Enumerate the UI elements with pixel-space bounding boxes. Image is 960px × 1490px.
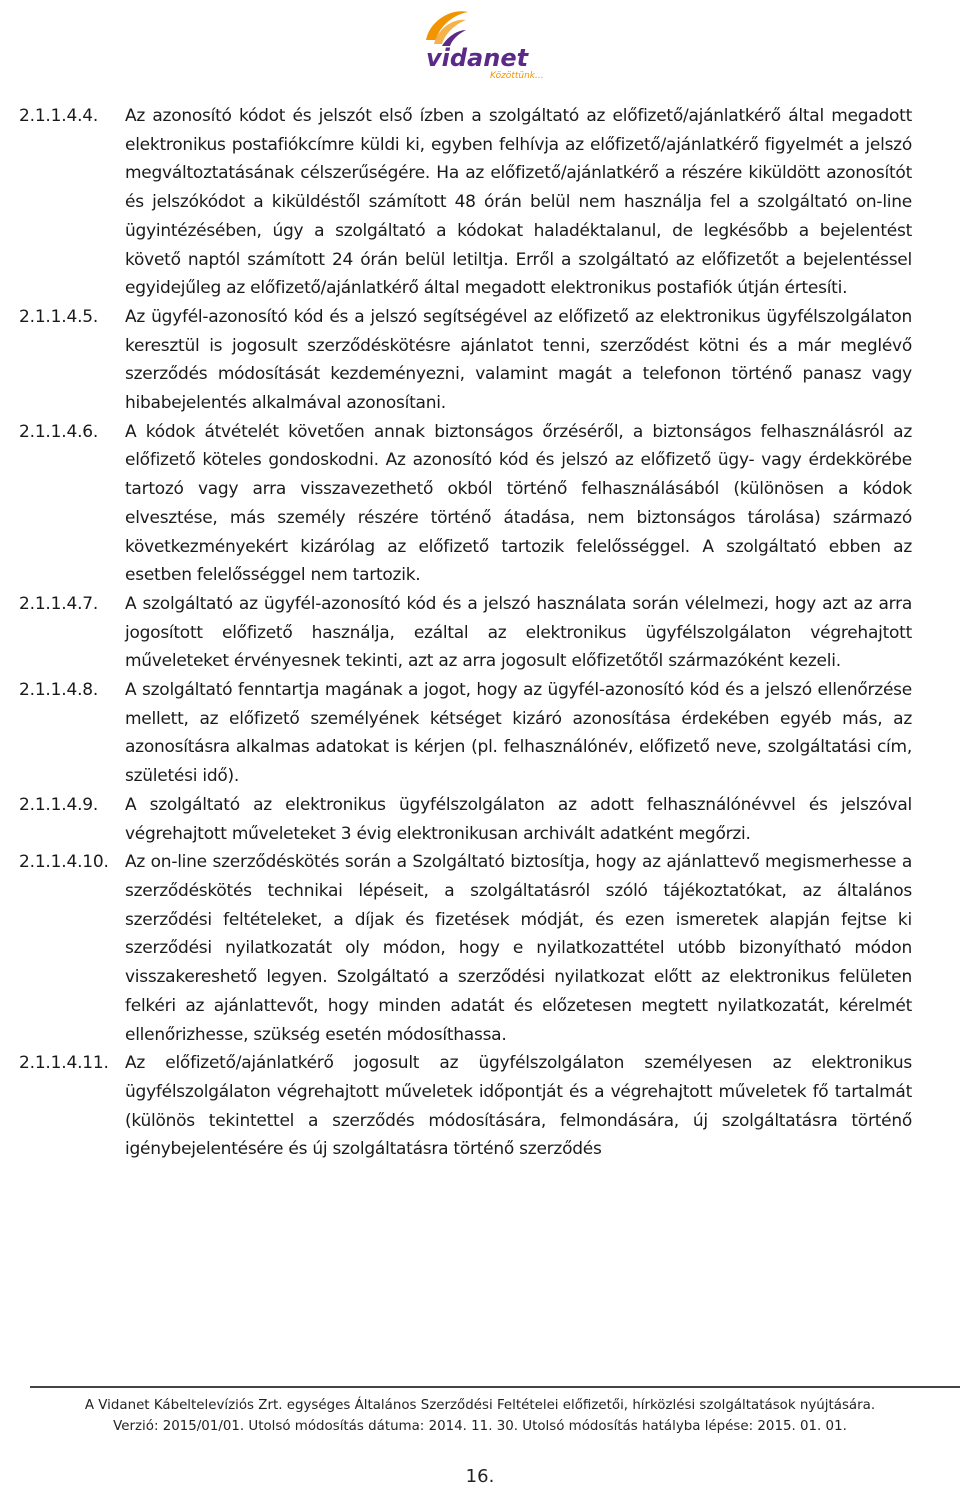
clause	[19, 102, 912, 303]
page-footer	[0, 1395, 960, 1437]
clause	[19, 676, 912, 791]
clause-number: 2.1.1.4.10.	[19, 852, 109, 873]
footer-version-info: Verzió: 2015/01/01. Utolsó módosítás dátuma: 2014. 11. 30. Utolsó módosítás hatályba lépése: 2015. 01. 01.	[113, 1419, 847, 1434]
document-body	[19, 102, 912, 1164]
clause-text: A szolgáltató az elektronikus ügyfélszolgálaton az adott felhasználónévvel és jelszóval végrehajtott műveleteket 3 évig elektronikusan archivált adatként megőrzi.	[125, 794, 912, 844]
clause-text: Az ügyfél-azonosító kód és a jelszó segítségével az előfizető az elektronikus ügyfélszolgálaton keresztül is jogosult szerződéskötésre ajánlatot tenni, szerződést kötni és a már meglévő szerződés módosítását kezdeményezni, valamint magát a telefonon történő panasz vagy hibabejelentés alkalmával azonosítani.	[125, 306, 912, 414]
clause-text: A szolgáltató az ügyfél-azonosító kód és a jelszó használata során vélelmezi, hogy azt az arra jogosított előfizető használja, ezáltal az elektronikus ügyfélszolgálaton végrehajtott műveleteket érvényesnek tekinti, azt az arra jogosult előfizetőtől származóként kezeli.	[125, 593, 912, 672]
clause-number: 2.1.1.4.4.	[19, 106, 99, 126]
clause-number: 2.1.1.4.6.	[19, 421, 99, 442]
clause	[19, 590, 912, 676]
clause	[19, 1049, 912, 1164]
footer-divider	[30, 1386, 960, 1388]
clause	[19, 418, 912, 590]
clause-number: 2.1.1.4.5.	[19, 306, 99, 327]
page-number: 16.	[465, 1466, 495, 1487]
clause-text: Az előfizető/ajánlatkérő jogosult az ügyfélszolgálaton személyesen az elektronikus ügyfélszolgálaton végrehajtott műveletek időpontját és a végrehajtott műveletek fő tartalmát (különös tekintettel a szerződés módosítására, felmondására, új szolgáltatásra történő igénybejelentésére és új szolgáltatásra történő szerződés	[125, 1053, 912, 1160]
clause-text: Az azonosító kódot és jelszót első ízben a szolgáltató az előfizető/ajánlatkérő által megadott elektronikus postafiókcímre küldi ki, egyben felhívja az előfizető/ajánlatkérő figyelmét a jelszó megváltoztatásának célszerűségére. Ha az előfizető/ajánlatkérő a részére kiküldött azonosítót és jelszókódot a kiküldéstől számított 48 órán belül nem használja fel a szolgáltató on-line ügyintézésében, úgy a szolgáltató a kódokat haladéktalanul, de legkésőbb a bejelentést követő naptól számított 24 órán belül letiltja. Erről a szolgáltató az előfizetőt a bejelentéssel egyidejűleg az előfizető/ajánlatkérő által megadott elektronikus postafiók útján értesíti.	[125, 106, 912, 299]
logo-tagline: Közöttünk...	[490, 71, 544, 81]
vidanet-logo	[356, 4, 552, 82]
clause-number: 2.1.1.4.11.	[19, 1053, 109, 1074]
clause-text: A kódok átvételét követően annak biztonságos őrzéséről, a biztonságos felhasználásról az előfizető köteles gondoskodni. Az azonosító kód és jelszó az előfizető ügy- vagy érdekkörébe tartozó vagy arra visszavezethető okból történő felhasználásából (különösen a kódok elvesztése, más személy részére történő átadása, nem biztonságos tárolása) származó következményekért kizárólag az előfizető tartozik felelősséggel. A szolgáltató ebben az esetben felelősséggel nem tartozik.	[125, 421, 912, 586]
clause-text: A szolgáltató fenntartja magának a jogot, hogy az ügyfél-azonosító kód és a jelszó ellenőrzése mellett, az előfizető személyének kétséget kizáró azonosítása érdekében egyéb más, az azonosításra alkalmas adatokat is kérjen (pl. felhasználónév, előfizető neve, szolgáltatási cím, születési idő).	[125, 680, 912, 787]
clause-number: 2.1.1.4.7.	[19, 593, 99, 614]
clause-text: Az on-line szerződéskötés során a Szolgáltató biztosítja, hogy az ajánlattevő megismerhesse a szerződéskötés technikai lépéseit, a szolgáltatásról szóló tájékoztatókat, az általános szerződési feltételeket, a díjak és fizetések módját, és ezen ismeretek alapján fejtse ki szerződési nyilatkozatát oly módon, hogy e nyilatkozattétel utóbb bizonyítható módon visszakereshető legyen. Szolgáltató a szerződési nyilatkozat előtt az elektronikus felületen felkéri az ajánlattevőt, hogy minden adatát és előzetesen megtett nyilatkozatát, kérelmét ellenőrizhesse, szükség esetén módosíthassa.	[125, 852, 912, 1045]
clause	[19, 303, 912, 418]
clause-number: 2.1.1.4.9.	[19, 794, 99, 815]
logo-wordmark: vidanet	[426, 44, 529, 72]
clause	[19, 848, 912, 1049]
logo-mark	[356, 4, 552, 82]
clause-number: 2.1.1.4.8.	[19, 680, 99, 701]
footer-document-title: A Vidanet Kábeltelevíziós Zrt. egységes Általános Szerződési Feltételei előfizetői, hírközlési szolgáltatások nyújtására.	[84, 1398, 876, 1413]
clause	[19, 791, 912, 848]
